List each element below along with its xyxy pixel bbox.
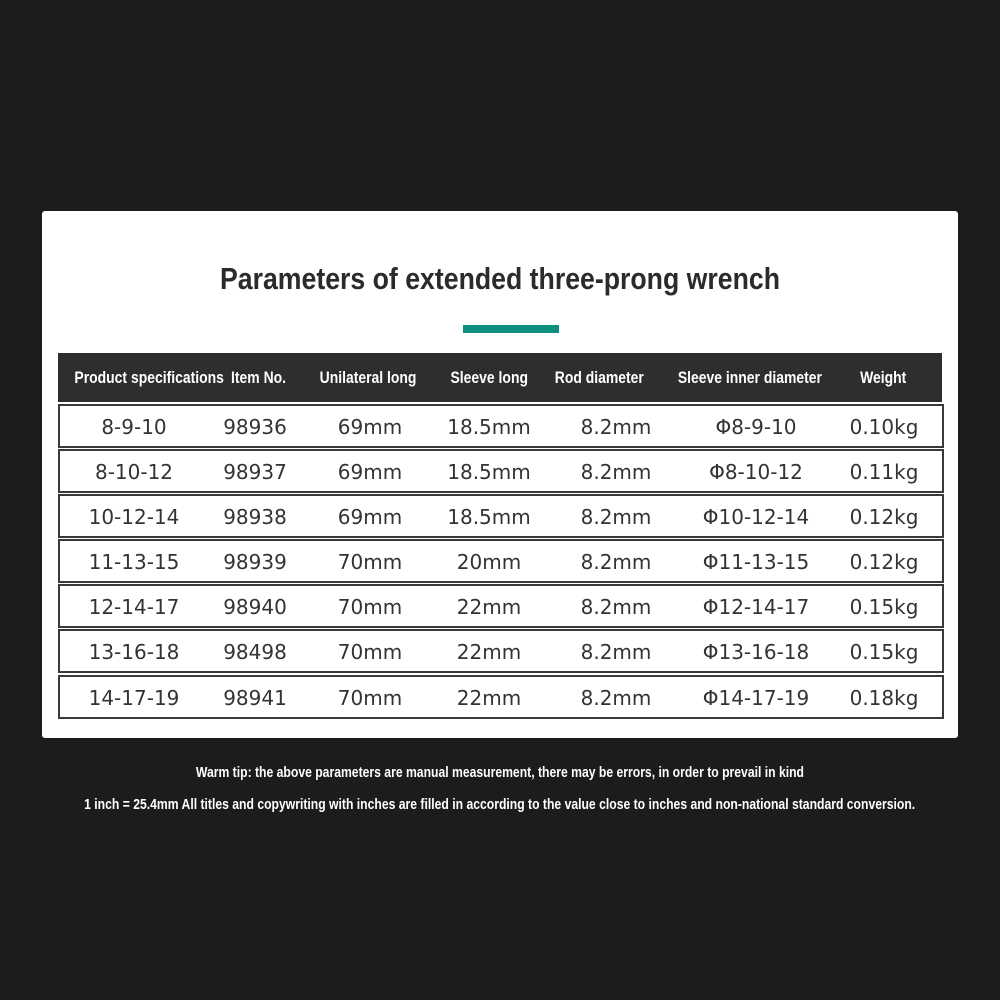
cell-weight: 0.15kg xyxy=(849,595,919,619)
cell-unilateral-long: 69mm xyxy=(337,415,403,439)
cell-unilateral-long: 69mm xyxy=(337,505,403,529)
cell-sleeve-inner-diameter: Φ10-12-14 xyxy=(702,505,810,529)
table-row xyxy=(58,675,944,719)
header-rod-diameter: Rod diameter xyxy=(554,368,644,387)
cell-unilateral-long: 69mm xyxy=(337,460,403,484)
cell-unilateral-long: 70mm xyxy=(337,686,403,710)
cell-item-no: 98940 xyxy=(223,595,287,619)
spec-card xyxy=(42,211,958,738)
cell-sleeve-long: 18.5mm xyxy=(447,505,531,529)
cell-unilateral-long: 70mm xyxy=(337,640,403,664)
cell-weight: 0.18kg xyxy=(849,686,919,710)
cell-unilateral-long: 70mm xyxy=(337,550,403,574)
cell-sleeve-inner-diameter: Φ8-9-10 xyxy=(715,415,797,439)
table-row xyxy=(58,629,944,673)
table-row xyxy=(58,584,944,628)
table-header xyxy=(58,353,942,402)
cell-rod-diameter: 8.2mm xyxy=(580,686,652,710)
cell-sleeve-long: 22mm xyxy=(456,640,522,664)
cell-rod-diameter: 8.2mm xyxy=(580,550,652,574)
header-item-no: Item No. xyxy=(231,368,287,387)
cell-rod-diameter: 8.2mm xyxy=(580,460,652,484)
table-row xyxy=(58,449,944,493)
cell-sleeve-long: 18.5mm xyxy=(447,415,531,439)
cell-sleeve-long: 22mm xyxy=(456,686,522,710)
conversion-note: 1 inch = 25.4mm All titles and copywriting with inches are filled in according to the value close to inches and non-national standard conversion. xyxy=(84,797,916,813)
cell-item-no: 98939 xyxy=(223,550,287,574)
cell-weight: 0.10kg xyxy=(849,415,919,439)
cell-spec: 14-17-19 xyxy=(88,686,180,710)
page-title: Parameters of extended three-prong wrench xyxy=(219,261,780,296)
cell-weight: 0.12kg xyxy=(849,550,919,574)
cell-item-no: 98498 xyxy=(223,640,287,664)
cell-weight: 0.12kg xyxy=(849,505,919,529)
cell-spec: 10-12-14 xyxy=(88,505,180,529)
cell-rod-diameter: 8.2mm xyxy=(580,415,652,439)
cell-spec: 8-9-10 xyxy=(101,415,167,439)
cell-weight: 0.15kg xyxy=(849,640,919,664)
cell-sleeve-inner-diameter: Φ14-17-19 xyxy=(702,686,810,710)
table-row xyxy=(58,539,944,583)
cell-item-no: 98936 xyxy=(223,415,287,439)
table-row xyxy=(58,404,944,448)
cell-item-no: 98938 xyxy=(223,505,287,529)
cell-unilateral-long: 70mm xyxy=(337,595,403,619)
cell-rod-diameter: 8.2mm xyxy=(580,595,652,619)
header-product-specifications: Product specifications xyxy=(74,368,224,387)
cell-rod-diameter: 8.2mm xyxy=(580,640,652,664)
cell-sleeve-inner-diameter: Φ13-16-18 xyxy=(702,640,810,664)
cell-item-no: 98937 xyxy=(223,460,287,484)
cell-sleeve-long: 18.5mm xyxy=(447,460,531,484)
header-weight: Weight xyxy=(859,368,907,387)
cell-weight: 0.11kg xyxy=(849,460,919,484)
cell-rod-diameter: 8.2mm xyxy=(580,505,652,529)
header-unilateral-long: Unilateral long xyxy=(319,368,417,387)
header-sleeve-long: Sleeve long xyxy=(450,368,528,387)
cell-sleeve-inner-diameter: Φ12-14-17 xyxy=(702,595,810,619)
warm-tip-note: Warm tip: the above parameters are manual measurement, there may be errors, in order to prevail in kind xyxy=(195,765,805,781)
cell-sleeve-inner-diameter: Φ11-13-15 xyxy=(702,550,810,574)
cell-sleeve-long: 20mm xyxy=(456,550,522,574)
cell-sleeve-long: 22mm xyxy=(456,595,522,619)
accent-bar xyxy=(463,325,559,333)
cell-sleeve-inner-diameter: Φ8-10-12 xyxy=(709,460,803,484)
cell-spec: 8-10-12 xyxy=(94,460,174,484)
table-row xyxy=(58,494,944,538)
cell-item-no: 98941 xyxy=(223,686,287,710)
cell-spec: 13-16-18 xyxy=(88,640,180,664)
cell-spec: 12-14-17 xyxy=(88,595,180,619)
header-sleeve-inner-diameter: Sleeve inner diameter xyxy=(677,368,823,387)
cell-spec: 11-13-15 xyxy=(88,550,180,574)
